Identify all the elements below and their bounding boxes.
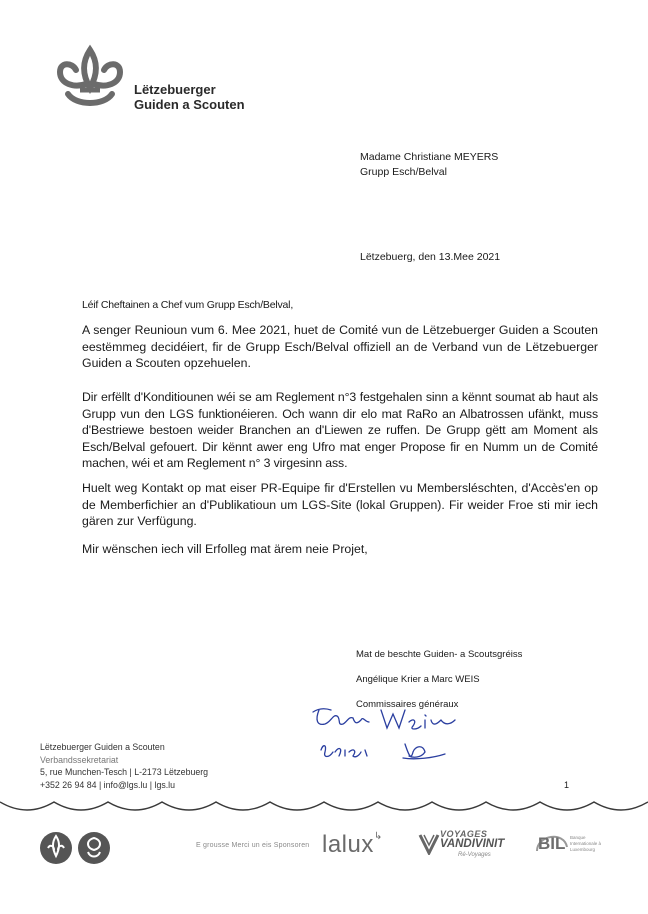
recipient-group: Grupp Esch/Belval	[360, 166, 447, 178]
page-number: 1	[564, 780, 570, 790]
sponsor-voyages	[418, 829, 528, 865]
lalux-mark-icon: ↳	[373, 831, 383, 842]
sponsor-lalux	[322, 831, 383, 859]
footer-address	[40, 741, 208, 791]
fleur-de-lis-logo-icon	[52, 44, 128, 114]
footer-dept: Verbandssekretariat	[40, 754, 119, 765]
voyages-top: VOYAGES	[440, 829, 488, 839]
closing-title: Commissaires généraux	[356, 699, 459, 710]
sponsor-label: E grousse Merci un eis Sponsoren	[196, 842, 310, 849]
wavy-divider	[0, 788, 648, 828]
footer-org: Lëtzebuerger Guiden a Scouten	[40, 742, 165, 752]
org-name-line1: Lëtzebuerger	[134, 82, 216, 97]
org-name-line2: Guiden a Scouten	[134, 97, 245, 112]
scout-emblems-icon	[38, 828, 118, 868]
voyages-v-icon	[418, 833, 440, 855]
closing-greeting: Mat de beschte Guiden- a Scoutsgréiss	[356, 649, 523, 660]
recipient-name: Madame Christiane MEYERS	[360, 151, 499, 163]
voyages-sub: Ré-Voyages	[458, 852, 491, 858]
bil-logo-text: BIL	[538, 834, 566, 853]
footer-contact: +352 26 94 84 | info@lgs.lu | lgs.lu	[40, 779, 176, 790]
body-paragraph-3: Huelt weg Kontakt op mat eiser PR-Equipe fir d'Erstellen vu Membersléschten, d'Accès'en op de Memberfichier an d'Publikatioun um LGS-Site (lokal Gruppen). Fir weider Froe sti mir iech gären zur Verfügung.	[82, 481, 598, 528]
salutation: Léif Cheftainen a Chef vum Grupp Esch/Belval,	[82, 299, 294, 311]
handwritten-signature	[305, 700, 465, 780]
voyages-main: VANDIVINIT	[440, 838, 505, 850]
bil-small-text: Banque Internationale à Luxembourg	[570, 835, 602, 852]
closing-names: Angélique Krier a Marc WEIS	[356, 674, 480, 685]
body-paragraph-2: Dir erfëllt d'Konditiounen wéi se am Reglement n°3 festgehalen sinn a kënnt soumat ab haut als Grupp vun den LGS funktionéieren. Och wann dir elo mat RaRo an Albatrossen ufänkt, muss d'Bestriewe bestoen weider Branchen an d'Liewen ze ruffen. De Grupp gëtt am Moment als Esch/Belval gefouert. Dir kënnt awer eng Ufro mat enger Propose fir en Numm un de Comité machen, wéi et am Reglement n° 3 virgesinn ass.	[82, 390, 598, 470]
lalux-logo-text: lalux	[322, 831, 374, 858]
letter-date: Lëtzebuerg, den 13.Mee 2021	[360, 251, 501, 263]
body-paragraph-4: Mir wënschen iech vill Erfolleg mat ärem neie Projet,	[82, 542, 368, 556]
footer-street: 5, rue Munchen-Tesch | L-2173 Lëtzebuerg	[40, 767, 209, 777]
org-name	[134, 82, 245, 112]
sponsor-bil	[534, 829, 604, 865]
recipient-block	[360, 150, 498, 180]
body-paragraph-1: A senger Reunioun vum 6. Mee 2021, huet de Comité vun de Lëtzebuerger Guiden a Scouten eestëmmeg decidéiert, fir de Grupp Esch/Belval offiziell an de Verband vun de Lëtzebuerger Guiden a Scouten opzehuelen.	[82, 323, 598, 370]
